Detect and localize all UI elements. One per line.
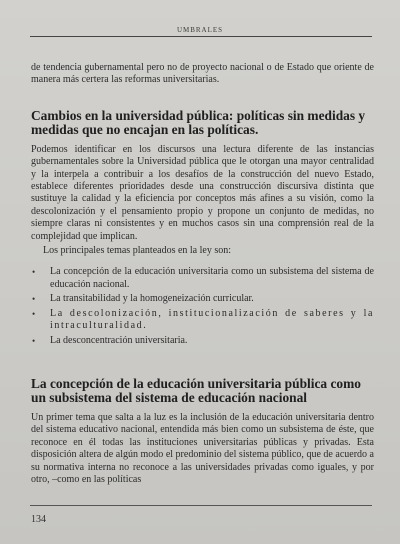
bullet-icon: • <box>32 335 36 346</box>
header-rule <box>30 36 372 37</box>
page-content <box>31 62 374 488</box>
bullet-icon: • <box>32 267 36 278</box>
section-1-heading: Cambios en la universidad pública: políticas sin medidas y medidas que no encajan en las políticas. <box>31 107 366 138</box>
topics-list <box>31 266 374 346</box>
bullet-icon: • <box>32 294 36 305</box>
bullet-icon: • <box>32 308 36 319</box>
section-2-paragraph: Un primer tema que salta a la luz es la inclusión de la educación universitaria dentro del sistema educativo nacional, entendida más bien como un subsistema de éste, que reconoce en él todas las instituciones universitarias públicas y privadas. Esta disposición altera de algún modo el predominio del sistema público, que de acuerdo a su normativa interna no reconoce a las universidades privadas como iguales, y por otro, –como en las políticas <box>31 411 374 485</box>
running-head: UMBRALES <box>176 26 224 34</box>
list-item: • La concepción de la educación universitaria como un subsistema del sistema de educación nacional. <box>32 266 374 290</box>
section-2-heading: La concepción de la educación universitaria pública como un subsistema del sistema de educación nacional <box>31 375 361 406</box>
list-item: • La desconcentración universitaria. <box>32 334 188 346</box>
page-number: 134 <box>31 514 46 525</box>
list-intro: Los principales temas planteados en la ley son: <box>43 245 232 257</box>
footer-rule <box>30 505 372 506</box>
intro-paragraph: de tendencia gubernamental pero no de proyecto nacional o de Estado que oriente de manera más certera las reformas universitarias. <box>31 62 374 86</box>
list-item: • La descolonización, institucionalización de saberes y la intraculturalidad. <box>32 307 374 332</box>
list-item: • La transitabilidad y la homogeneización curricular. <box>32 293 254 305</box>
section-1-paragraph: Podemos identificar en los discursos una lectura diferente de las instancias gubernamentales sobre la Universidad pública que le otorgan una mayor centralidad y la interpela a contribuir a los desafíos de la construcción del nuevo Estado, establece diferentes prioridades desde una construcción discursiva distinta que sustituye la calidad y la eficiencia por conceptos más afines a su visión, como la descolonización y el pensamiento propio y propone un conjunto de medidas, no siempre claras ni consistentes y en muchos casos sin una comprensión real de la complejidad que implican. <box>31 143 374 242</box>
